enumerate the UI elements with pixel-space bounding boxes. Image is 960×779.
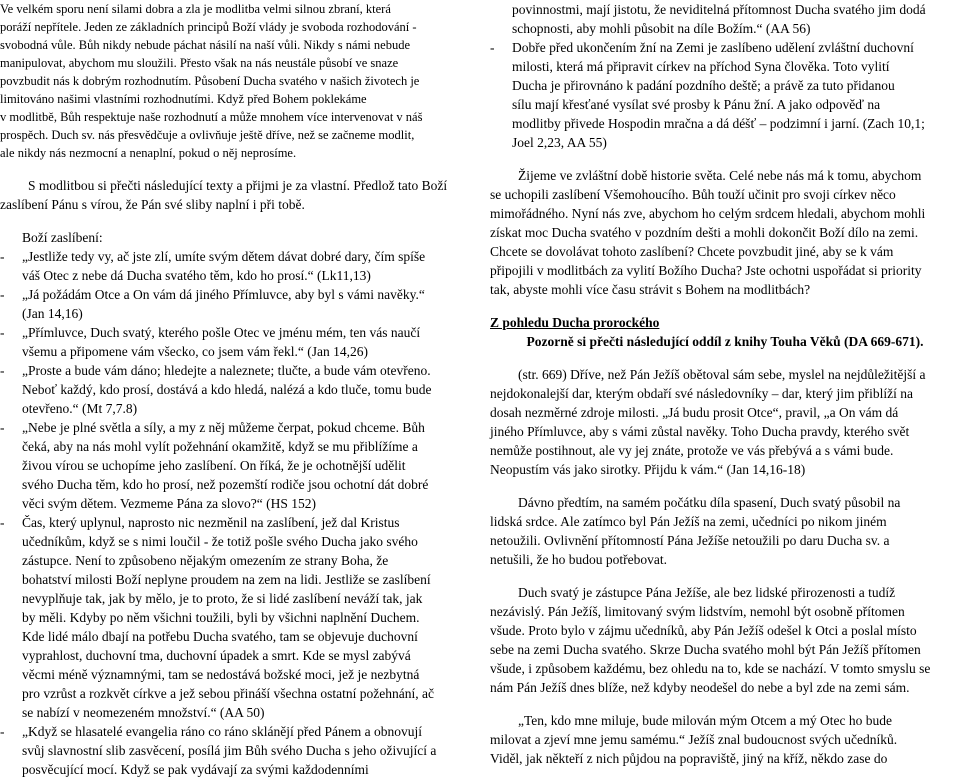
- list-item: [0, 722, 470, 779]
- text-line: prospěch. Duch sv. nás přesvědčuje a ovlivňuje ještě dříve, než se začneme modlit,: [0, 128, 415, 142]
- intro-paragraph: [0, 0, 470, 162]
- text-line: Žijeme ve zvláštní době historie světa. Celé nebe nás má k tomu, abychom: [518, 168, 922, 183]
- text-line: svého Ducha těm, kdo ho prosí, než pozemští rodiče jsou ochotní dát dobré: [22, 477, 429, 492]
- text-line: nám Pán Ježíš dnes blíže, než kdyby neodešel do nebe a byl zde na zemi sám.: [490, 680, 910, 695]
- dash-marker: -: [0, 363, 5, 378]
- paragraph-spirit: [490, 583, 960, 697]
- text-line: povzbudit nás k dobrým rozhodnutím. Působení Ducha svatého v našich životech je: [0, 74, 420, 88]
- text-line: učedníkům, když se s nimi loučil - že totiž pošle svého Ducha jako svého: [22, 534, 418, 549]
- times-paragraph: [490, 166, 960, 299]
- dash-marker: -: [0, 287, 5, 302]
- text-line: otevřeno.“ (Mt 7,7.8): [22, 401, 138, 416]
- paragraph-669: [490, 365, 960, 479]
- promises-list: [0, 228, 470, 779]
- instruction-paragraph: [0, 176, 470, 214]
- text-line: se uchopili zaslíbení Všemohoucího. Bůh touží učinit pro svoji církev něco: [490, 187, 896, 202]
- text-line: bohatství milosti Boží neplyne proudem na zem na lidi. Jestliže se zaslíbení: [22, 572, 431, 587]
- text-line: věcmi méně významnými, tam se nedostává božské moci, jež je nezbytná: [22, 667, 420, 682]
- text-line: čeká, aby na nás mohl vylít požehnání okamžitě, když se mu přiblížíme a: [22, 439, 418, 454]
- text-line: vyprahlost, duchovní tma, duchovní úpadek a smrt. Kde se mysl zabývá: [22, 648, 411, 663]
- text-line: Viděl, jak někteří z nich půjdou na popraviště, jiný na kříž, někdo zase do: [490, 751, 888, 766]
- list-item: [0, 285, 470, 323]
- text-line: „Přímluvce, Duch svatý, kterého pošle Otec ve jménu mém, ten vás naučí: [22, 325, 421, 340]
- paragraph-long-ago: [490, 493, 960, 569]
- text-line: všude. Proto bylo v zájmu učedníků, aby Pán Ježíš odešel k Otci a poslal místo: [490, 623, 917, 638]
- text-line: sílu mají křesťané vysílat své prosby k Pánu žní. A jako odpověď na: [512, 97, 881, 112]
- promises-label: Boží zaslíbení:: [22, 230, 103, 245]
- text-line: modlitby přivede Hospodin mračna a dá déšť – podzimní i jarní. (Zach 10,1;: [512, 116, 925, 131]
- dash-marker: -: [0, 724, 5, 739]
- text-line: netoužili. Ovlivnění přítomností Pána Ježíše netoužili po daru Ducha sv. a: [490, 533, 890, 548]
- text-line: „Proste a bude vám dáno; hledejte a naleznete; tlučte, a bude vám otevřeno.: [22, 363, 431, 378]
- dash-marker: -: [0, 249, 5, 264]
- text-line: (Jan 14,16): [22, 306, 83, 321]
- section: [490, 313, 960, 351]
- text-line: netušili, že ho budou potřebovat.: [490, 552, 667, 567]
- text-line: Čas, který uplynul, naprosto nic nezměnil na zaslíbení, jež dal Kristus: [22, 515, 400, 530]
- text-line: zaslíbení Pánu s vírou, že Pán své sliby naplní i při tobě.: [0, 197, 305, 212]
- text-line: Joel 2,23, AA 55): [512, 135, 607, 150]
- text-line: Ducha je přirovnáno k padání pozdního deště; a právě za tuto přidanou: [512, 78, 895, 93]
- text-line: Chcete se dovolávat tohoto zaslíbení? Chcete povzbudit jiné, aby se k vám: [490, 244, 894, 259]
- dash-marker: -: [0, 515, 5, 530]
- text-line: S modlitbou si přečti následující texty a přijmi je za vlastní. Předlož tato Boží: [28, 178, 448, 193]
- list-item: [0, 361, 470, 418]
- text-line: lidská srdce. Ale zatímco byl Pán Ježíš na zemi, učedníci po nikom jiném: [490, 514, 887, 529]
- list-item: [490, 38, 960, 152]
- text-line: Ve velkém sporu není silami dobra a zla je modlitba velmi silnou zbraní, která: [0, 2, 391, 16]
- continued-quote: [490, 0, 960, 38]
- text-line: milosti, která má připravit církev na příchod Syna člověka. Toto vylití: [512, 59, 890, 74]
- section-heading: Z pohledu Ducha prorockého: [490, 315, 660, 330]
- text-line: „Já požádám Otce a On vám dá jiného Přímluvce, aby byl s vámi navěky.“: [22, 287, 425, 302]
- text-line: dosah nezměrné zdroje milosti. „Já budu prosit Otce“, pravil, „a On vám dá: [490, 405, 899, 420]
- text-line: „Nebe je plné světla a síly, a my z něj můžeme čerpat, pokud chceme. Bůh: [22, 420, 425, 435]
- text-line: zástupce. Není to způsobeno nějakým omezením ze strany Boha, že: [22, 553, 389, 568]
- text-line: živou vírou se uchopíme jeho zaslíbení. On říká, že je ochotnější udělit: [22, 458, 406, 473]
- text-line: „Ten, kdo mne miluje, bude milován mým Otcem a mý Otec ho bude: [518, 713, 892, 728]
- text-line: Neboť každý, kdo prosí, dostává a kdo hledá, nalézá a kdo tluče, tomu bude: [22, 382, 432, 397]
- text-line: ale nikdy nás nezmocní a nenaplní, pokud o něj neprosíme.: [0, 146, 297, 160]
- text-line: se nabízí v neomezeném množství.“ (AA 50): [22, 705, 265, 720]
- list-item: [0, 323, 470, 361]
- text-line: (str. 669) Dříve, než Pán Ježíš obětoval sám sebe, myslel na nejdůležitější a: [518, 367, 926, 382]
- text-line: „Když se hlasatelé evangelia ráno co ráno sklánějí před Pánem a obnovují: [22, 724, 422, 739]
- text-line: svůj slavnostní slib zasvěcení, posílá jim Bůh svého Ducha s jeho oživující a: [22, 743, 437, 758]
- dash-marker: -: [490, 40, 495, 55]
- text-line: pro vzrůst a rozkvět církve a jež sebou přináší všechna ostatní požehnání, ač: [22, 686, 434, 701]
- text-line: „Jestliže tedy vy, ač jste zlí, umíte svým dětem dávat dobré dary, čím spíše: [22, 249, 426, 264]
- list-item: [0, 418, 470, 513]
- text-line: připojili v modlitbách za vylití Božího Ducha? Jste ochotni uspořádat si priority: [490, 263, 922, 278]
- text-line: Kde lidé málo dbají na potřebu Ducha svatého, tam se objevuje duchovní: [22, 629, 418, 644]
- text-line: nezávislý. Pán Ježíš, limitovaný svým lidstvím, nemohl být osobně přítomen: [490, 604, 905, 619]
- text-line: nemůže postihnout, ale vy jej znáte, protože ve vás přebývá a s vámi bude.: [490, 443, 894, 458]
- text-line: Duch svatý je zástupce Pána Ježíše, ale bez lidské přirozenosti a tudíž: [518, 585, 896, 600]
- text-line: jiného Přímluvce, aby s vámi zůstal navěky. Toho Ducha pravdy, kterého svět: [490, 424, 910, 439]
- text-line: Dávno předtím, na samém počátku díla spasení, Duch svatý působil na: [518, 495, 901, 510]
- text-line: by měli. Kdyby po něm všichni toužili, byli by všichni naplnění Duchem.: [22, 610, 420, 625]
- dash-marker: -: [0, 420, 5, 435]
- list-item: [0, 247, 470, 285]
- section-subheading: Pozorně si přečti následující oddíl z knihy Touha Věků (DA 669-671).: [526, 334, 924, 349]
- text-line: poráží nepřítele. Jeden ze základních principů Boží vlády je svoboda rozhodování -: [0, 20, 417, 34]
- dash-marker: -: [0, 325, 5, 340]
- text-line: tak, abyste mohli více času strávit s Bohem na modlitbách?: [490, 282, 811, 297]
- text-line: získat moc Ducha svatého v pozdním dešti a mohli dokončit Boží dílo na zemi.: [490, 225, 919, 240]
- left-column: [0, 0, 470, 779]
- text-line: limitováno našimi vlastními rozhodnutími. Když před Bohem poklekáme: [0, 92, 367, 106]
- text-line: nevyplňuje tak, jak by mělo, je to proto, že si lidé zaslíbení neváží tak, jak: [22, 591, 423, 606]
- text-line: váš Otec z nebe dá Ducha svatého těm, kdo ho prosí.“ (Lk11,13): [22, 268, 371, 283]
- text-line: v modlitbě, Bůh respektuje naše rozhodnutí a může mnohem více intervenovat v náš: [0, 110, 423, 124]
- text-line: milovat a zjeví mne jemu samému.“ Ježíš znal budoucnost svých učedníků.: [490, 732, 898, 747]
- list-item: [0, 513, 470, 722]
- text-line: nejdokonalejší dar, kterým obdaří své následovníky – dar, který jim přiblíží na: [490, 386, 913, 401]
- text-line: Neopustím vás jako sirotky. Přijdu k vám.“ (Jan 14,16-18): [490, 462, 806, 477]
- text-line: všemu a připomene vám všecko, co jsem vám řekl.“ (Jan 14,26): [22, 344, 369, 359]
- text-line: manipulovat, abychom mu sloužili. Přesto však na nás neustále působí ve snaze: [0, 56, 399, 70]
- text-line: věci svým dětem. Vezmeme Pána za slovo?“ (HS 152): [22, 496, 317, 511]
- text-line: schopnosti, aby mohli působit na díle Božím.“ (AA 56): [512, 21, 811, 36]
- text-line: posvěcující mocí. Když se pak vydávají za svými každodenními: [22, 762, 369, 777]
- text-line: mimořádného. Nyní nás zve, abychom ho celým srdcem hledali, abychom mohli: [490, 206, 926, 221]
- text-line: všude, i způsobem každému, bez ohledu na to, kde se nachází. V tomto smyslu se: [490, 661, 931, 676]
- text-line: svobodná vůle. Bůh nikdy nebude páchat násilí na naší vůli. Nikdy s námi nebude: [0, 38, 410, 52]
- paragraph-quote: [490, 711, 960, 768]
- text-line: povinnostmi, mají jistotu, že neviditelná přítomnost Ducha svatého jim dodá: [512, 2, 926, 17]
- text-line: Dobře před ukončením žní na Zemi je zaslíbeno udělení zvláštní duchovní: [512, 40, 914, 55]
- text-line: sebe na zemi Ducha svatého. Skrze Ducha svatého mohl být Pán Ježíš přítomen: [490, 642, 921, 657]
